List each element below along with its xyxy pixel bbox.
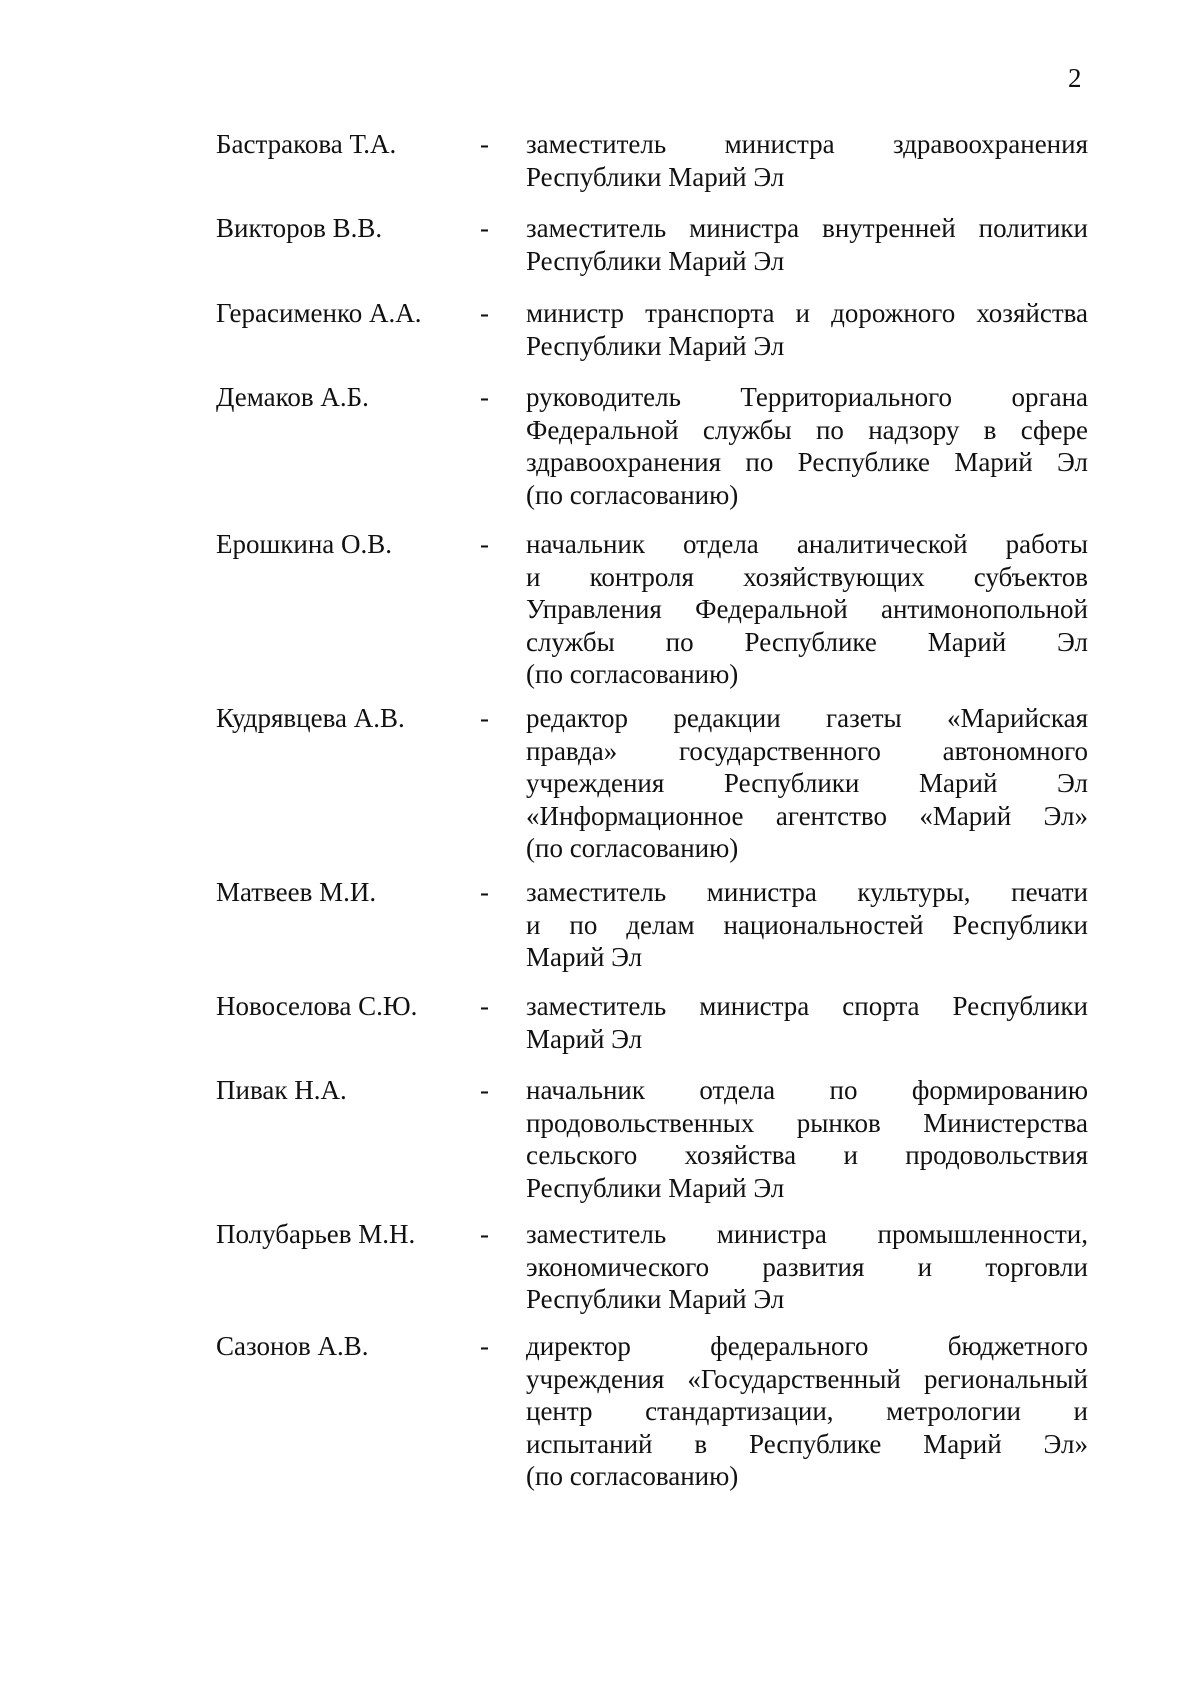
member-role: [526, 381, 1088, 511]
member-role: [526, 1330, 1088, 1493]
member-role-line: Республики Марий Эл: [526, 245, 785, 276]
member-role-line: (по согласованию): [526, 833, 739, 863]
member-role-line: (по согласованию): [526, 479, 739, 510]
member-role-line: и по делам национальностей Республики: [526, 909, 1088, 940]
member-role-line: учреждения «Государственный региональный: [526, 1363, 1088, 1394]
member-name: Пивак Н.А.: [216, 1075, 347, 1105]
member-dash: -: [480, 1331, 489, 1361]
member-dash: -: [480, 703, 489, 733]
member-role-line: Федеральной службы по надзору в сфере: [526, 414, 1088, 445]
member-name: Кудрявцева А.В.: [216, 703, 405, 733]
member-name: Викторов В.В.: [216, 213, 383, 243]
member-role: [526, 990, 1088, 1055]
member-role-line: центр стандартизации, метрологии и: [526, 1396, 1088, 1426]
page-number: 2: [1068, 63, 1082, 93]
member-role-line: службы по Республике Марий Эл: [526, 626, 1088, 657]
member-role: [526, 128, 1088, 193]
member-name: Бастракова Т.А.: [216, 129, 397, 159]
member-role-line: заместитель министра спорта Республики: [526, 991, 1088, 1021]
member-role-line: руководитель Территориального органа: [526, 382, 1088, 412]
member-dash: -: [480, 213, 489, 243]
member-role-line: учреждения Республики Марий Эл: [526, 768, 1088, 798]
member-role-line: редактор редакции газеты «Марийская: [526, 703, 1088, 733]
member-role: [526, 528, 1088, 691]
member-name: Матвеев М.И.: [216, 877, 377, 907]
member-name: Демаков А.Б.: [216, 382, 369, 412]
member-role-line: Республики Марий Эл: [526, 161, 785, 192]
member-role-line: Республики Марий Эл: [526, 1172, 785, 1203]
member-dash: -: [480, 1219, 489, 1249]
member-role-line: и контроля хозяйствующих субъектов: [526, 561, 1088, 592]
member-name: Новоселова С.Ю.: [216, 991, 418, 1021]
member-role-line: заместитель министра внутренней политики: [526, 213, 1088, 243]
member-name: Сазонов А.В.: [216, 1331, 369, 1361]
member-dash: -: [480, 129, 489, 159]
member-role: [526, 1074, 1088, 1204]
member-dash: -: [480, 529, 489, 559]
member-role-line: заместитель министра культуры, печати: [526, 877, 1088, 907]
member-role-line: продовольственных рынков Министерства: [526, 1107, 1088, 1138]
member-role: [526, 297, 1088, 362]
member-role: [526, 212, 1088, 277]
member-role-line: здравоохранения по Республике Марий Эл: [526, 447, 1088, 477]
member-role: [526, 876, 1088, 974]
member-dash: -: [480, 298, 489, 328]
member-role-line: Республики Марий Эл: [526, 1284, 785, 1314]
member-dash: -: [480, 877, 489, 907]
member-role-line: директор федерального бюджетного: [526, 1331, 1088, 1361]
member-role-line: Управления Федеральной антимонопольной: [526, 594, 1088, 624]
member-dash: -: [480, 1075, 489, 1105]
member-role: [526, 1218, 1088, 1316]
member-name: Герасименко А.А.: [216, 298, 422, 328]
member-role-line: заместитель министра здравоохранения: [526, 129, 1088, 159]
member-role-line: заместитель министра промышленности,: [526, 1219, 1088, 1249]
member-role-line: (по согласованию): [526, 1461, 739, 1491]
member-dash: -: [480, 991, 489, 1021]
member-role: [526, 702, 1088, 865]
member-role-line: сельского хозяйства и продовольствия: [526, 1140, 1088, 1170]
member-role-line: Марий Эл: [526, 1023, 643, 1054]
member-role-line: Республики Марий Эл: [526, 330, 785, 361]
member-name: Ерошкина О.В.: [216, 529, 393, 559]
member-role-line: испытаний в Республике Марий Эл»: [526, 1428, 1088, 1459]
member-role-line: министр транспорта и дорожного хозяйства: [526, 298, 1088, 328]
member-name: Полубарьев М.Н.: [216, 1219, 416, 1249]
member-role-line: начальник отдела по формированию: [526, 1075, 1088, 1105]
member-role-line: начальник отдела аналитической работы: [526, 529, 1088, 559]
member-role-line: правда» государственного автономного: [526, 735, 1088, 766]
member-dash: -: [480, 382, 489, 412]
member-role-line: «Информационное агентство «Марий Эл»: [526, 800, 1088, 831]
member-role-line: Марий Эл: [526, 942, 643, 972]
member-role-line: экономического развития и торговли: [526, 1251, 1088, 1282]
member-role-line: (по согласованию): [526, 659, 739, 689]
